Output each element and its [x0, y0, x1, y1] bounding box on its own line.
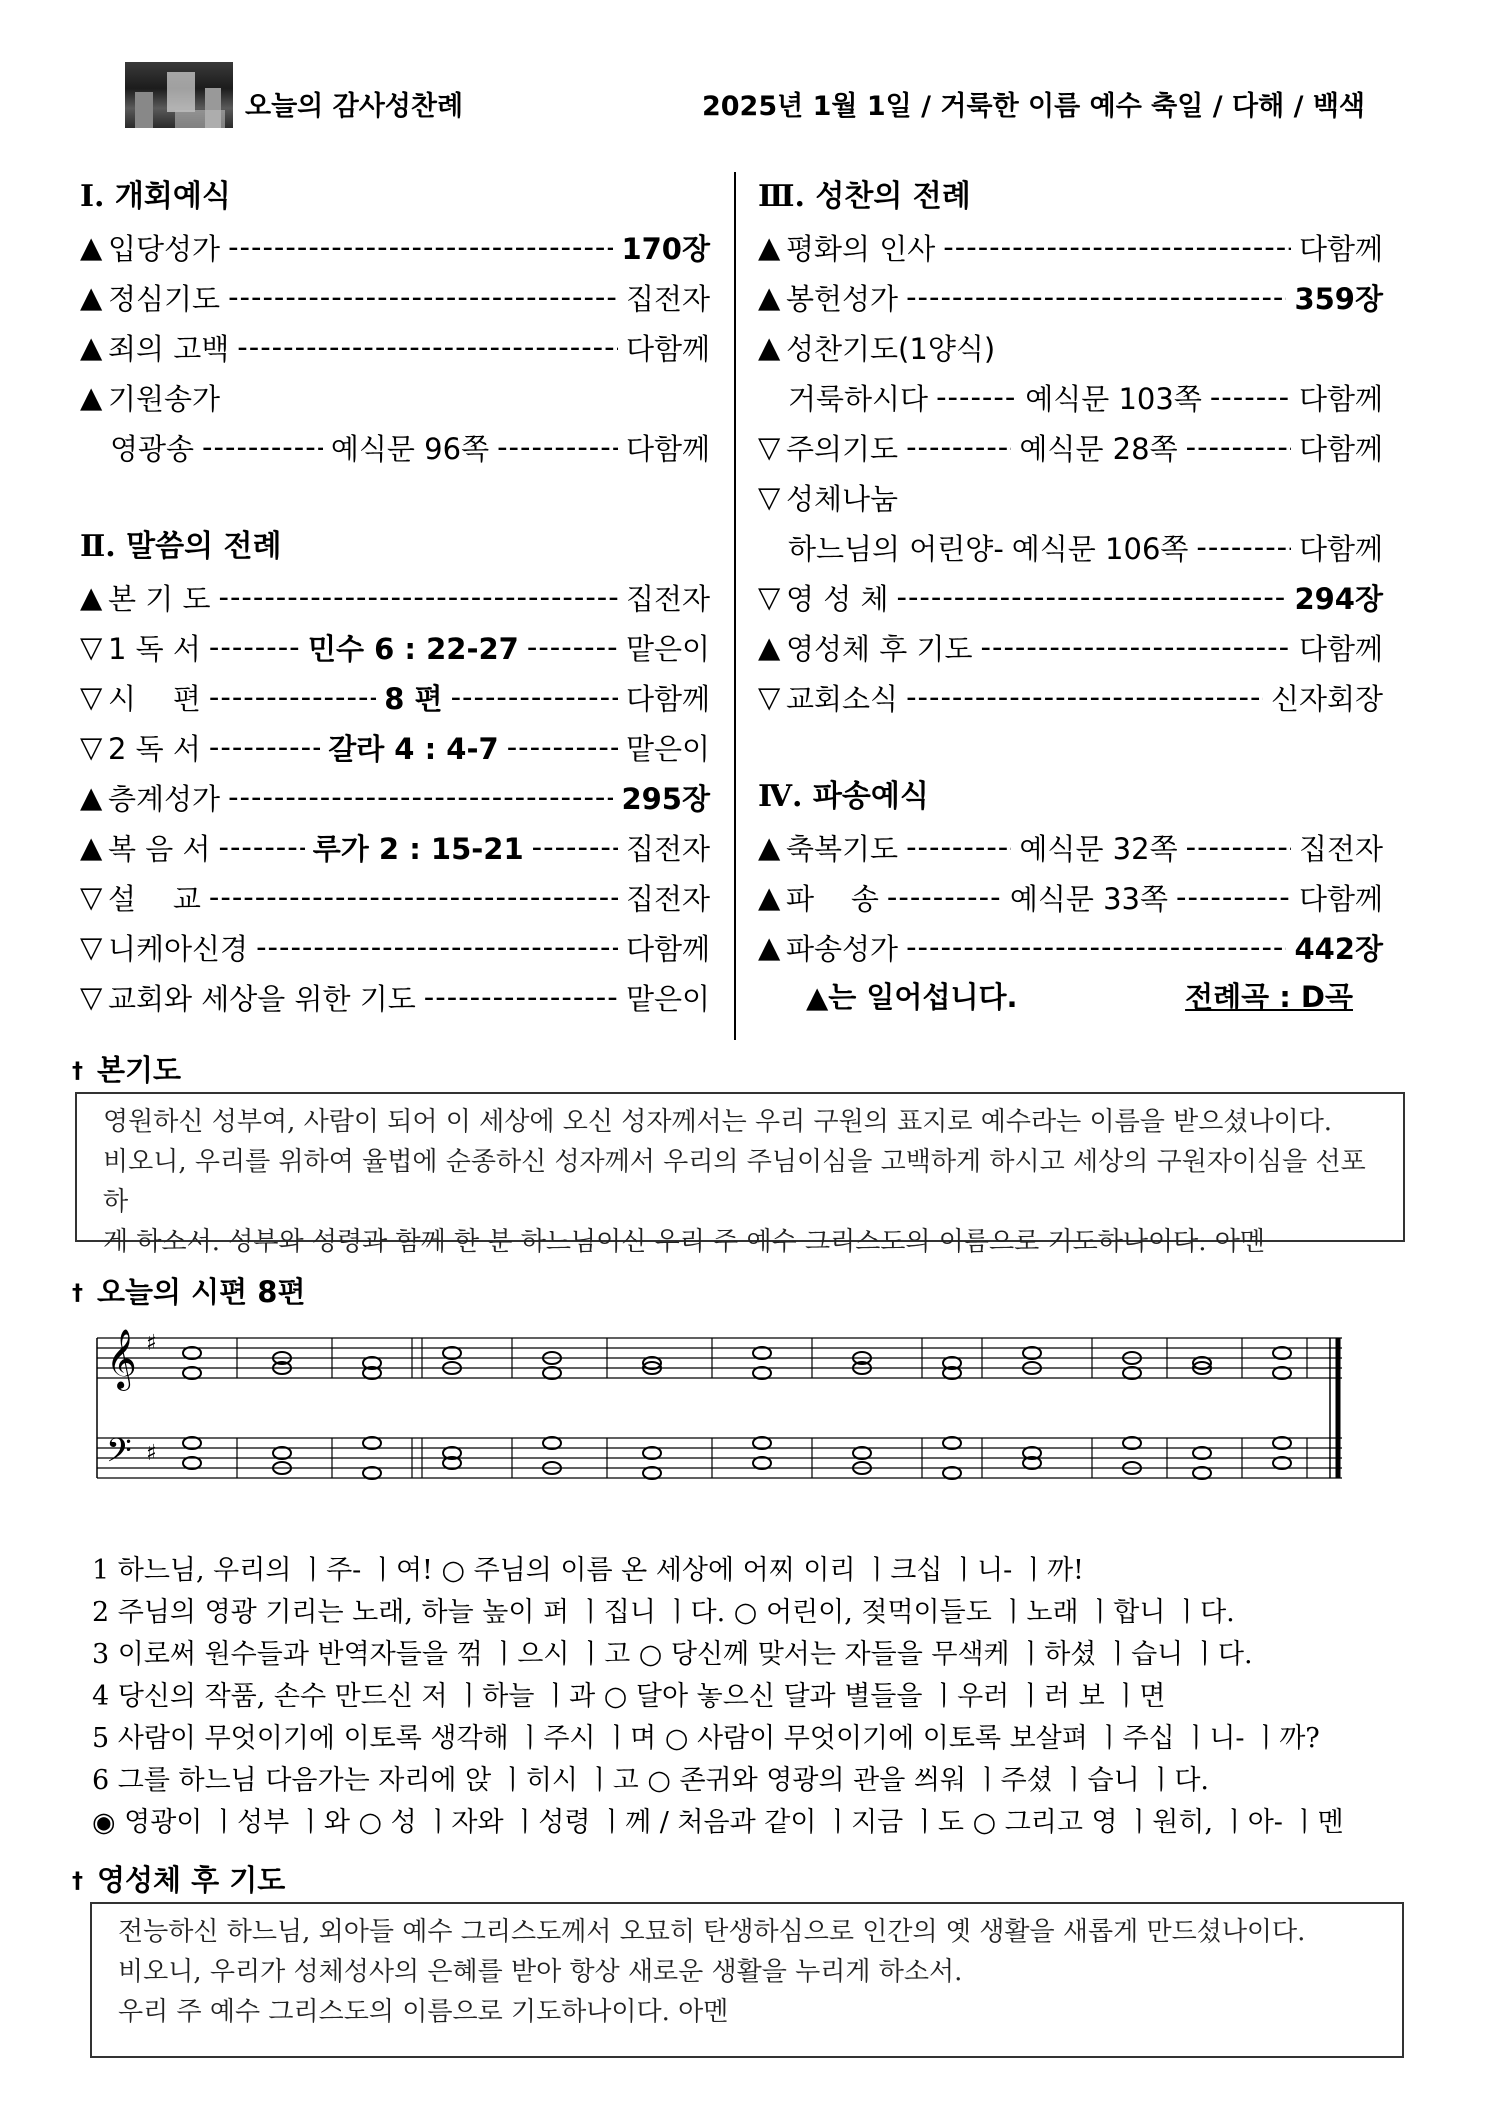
dot-leader	[451, 680, 618, 714]
service-item	[758, 922, 1383, 972]
collect-line: 비오니, 우리를 위하여 율법에 순종하신 성자께서 우리의 주님이심을 고백하게 하시고 세상의 구원자이심을 선포하	[103, 1147, 1366, 1217]
note-head	[1273, 1367, 1291, 1379]
item-label: 평화의 인사	[786, 231, 936, 266]
item-value: 맡은이	[625, 731, 710, 766]
posture-mark: ▲	[758, 230, 781, 264]
psalm-verse: 5 사람이 무엇이기에 이토록 생각해 ㅣ주시 ㅣ며 ○ 사람이 무엇이기에 이토록 보살펴 ㅣ주십 ㅣ니- ㅣ까?	[92, 1723, 1320, 1754]
dot-leader	[237, 330, 618, 364]
posture-mark: ▽	[758, 430, 781, 464]
item-label: 본 기 도	[108, 581, 211, 616]
collect-line: 게 하소서. 성부와 성령과 함께 한 분 하느님이신 우리 주 예수 그리스도의 이름으로 기도하나이다. 아멘	[103, 1227, 1265, 1257]
note-head	[1023, 1347, 1041, 1359]
posture-mark: ▲	[80, 230, 103, 264]
order-of-service-left	[80, 172, 710, 1022]
posture-mark: ▲	[758, 630, 781, 664]
dot-leader	[981, 630, 1291, 664]
item-value: 집전자	[1298, 831, 1384, 866]
note-head	[363, 1437, 381, 1449]
item-value: 다함께	[1298, 631, 1383, 666]
posture-mark: ▲	[80, 280, 103, 314]
note-head	[643, 1467, 661, 1479]
bass-clef: 𝄢	[106, 1432, 132, 1478]
item-label: 봉헌성가	[786, 281, 899, 316]
item-value: 다함께	[1298, 531, 1383, 566]
collect-heading: † 본기도	[72, 1053, 182, 1087]
note-head	[183, 1457, 201, 1469]
section-title: Ⅲ. 성찬의 전례	[758, 179, 971, 214]
dot-leader	[906, 830, 1011, 864]
item-label: 복 음 서	[108, 831, 211, 866]
item-reference: 갈라 4 : 4-7	[328, 731, 499, 766]
psalm-heading: † 오늘의 시편 8편	[72, 1275, 306, 1309]
posture-mark: ▲	[80, 830, 103, 864]
item-value: 신자회장	[1270, 681, 1383, 716]
section-title: Ⅰ. 개회예식	[80, 179, 231, 214]
dot-leader	[887, 880, 1002, 914]
item-value: 359장	[1294, 281, 1383, 316]
item-value: 다함께	[625, 331, 710, 366]
dot-leader	[1176, 880, 1291, 914]
item-value: 맡은이	[625, 631, 710, 666]
postcommunion-text-box	[90, 1902, 1404, 2058]
dot-leader	[1186, 830, 1291, 864]
posture-mark: ▲	[80, 780, 103, 814]
note-head	[643, 1447, 661, 1459]
service-item	[758, 422, 1383, 472]
altar-photo	[125, 62, 233, 128]
note-head	[1193, 1447, 1211, 1459]
dot-leader	[527, 630, 618, 664]
item-value: 294장	[1294, 581, 1383, 616]
posture-mark: ▲	[80, 330, 103, 364]
posture-mark: ▲	[758, 330, 781, 364]
dot-leader	[209, 730, 320, 764]
item-label: 영광송	[110, 431, 195, 466]
service-date-line: 2025년 1월 1일 / 거룩한 이름 예수 축일 / 다해 / 백색	[701, 91, 1365, 122]
note-head	[543, 1367, 561, 1379]
item-label: 영성체 후 기도	[786, 631, 973, 666]
item-label: 거룩하시다	[788, 381, 929, 416]
posture-mark: ▲	[758, 930, 781, 964]
section-gap	[758, 722, 1383, 772]
item-label: 기원송가	[108, 381, 221, 416]
dot-leader	[906, 680, 1263, 714]
item-label: 죄의 고백	[108, 331, 230, 366]
note-head	[443, 1347, 461, 1359]
posture-mark: ▽	[80, 880, 103, 914]
note-head	[183, 1437, 201, 1449]
dot-leader	[507, 730, 618, 764]
postcommunion-line: 비오니, 우리가 성체성사의 은혜를 받아 항상 새로운 생활을 누리게 하소서.	[118, 1957, 963, 1987]
page-title: 오늘의 감사성찬례	[245, 91, 464, 122]
posture-mark: ▽	[80, 630, 103, 664]
item-label: 시 편	[108, 681, 201, 716]
service-item	[80, 822, 710, 872]
dot-leader	[228, 280, 618, 314]
note-head	[943, 1437, 961, 1449]
dot-leader	[209, 630, 300, 664]
note-head	[1193, 1467, 1211, 1479]
psalm-verse: 2 주님의 영광 기리는 노래, 하늘 높이 퍼 ㅣ집니 ㅣ다. ○ 어린이, 젖먹이들도 ㅣ노래 ㅣ합니 ㅣ다.	[92, 1597, 1235, 1628]
posture-mark: ▲	[758, 830, 781, 864]
dot-leader	[256, 930, 618, 964]
psalm-verse: 3 이로써 원수들과 반역자들을 꺾 ㅣ으시 ㅣ고 ○ 당신께 맞서는 자들을 무색케 ㅣ하셨 ㅣ습니 ㅣ다.	[92, 1639, 1253, 1670]
dot-leader	[896, 580, 1286, 614]
dot-leader	[1186, 430, 1291, 464]
note-head	[183, 1367, 201, 1379]
psalm-verse: 4 당신의 작품, 손수 만드신 저 ㅣ하늘 ㅣ과 ○ 달아 놓으신 달과 별들을 ㅣ우러 ㅣ러 보 ㅣ면	[92, 1681, 1166, 1712]
posture-mark: ▽	[80, 930, 103, 964]
note-head	[1273, 1347, 1291, 1359]
dot-leader	[218, 580, 617, 614]
note-head	[273, 1447, 291, 1459]
dot-leader	[532, 830, 618, 864]
section-title: Ⅳ. 파송예식	[758, 779, 929, 814]
note-head	[363, 1467, 381, 1479]
dot-leader	[218, 830, 304, 864]
psalm-verse: 6 그를 하느님 다음가는 자리에 앉 ㅣ히시 ㅣ고 ○ 존귀와 영광의 관을 씌워 ㅣ주셨 ㅣ습니 ㅣ다.	[92, 1765, 1210, 1796]
posture-mark: ▲	[80, 580, 103, 614]
dot-leader	[906, 430, 1011, 464]
note-head	[183, 1347, 201, 1359]
service-item	[80, 622, 710, 672]
service-item	[758, 472, 1383, 522]
item-label: 1 독 서	[108, 631, 201, 666]
posture-mark: ▲	[758, 880, 781, 914]
item-value: 170장	[621, 231, 710, 266]
service-item	[758, 522, 1383, 572]
section-gap	[80, 472, 710, 522]
service-item	[80, 872, 710, 922]
item-label: 성찬기도(1양식)	[786, 331, 996, 366]
note-head	[753, 1437, 771, 1449]
service-item	[80, 922, 710, 972]
page-header	[125, 60, 1375, 130]
item-reference: 민수 6 : 22-27	[308, 631, 519, 666]
liturgy-setting: 전례곡 : D곡	[1185, 980, 1353, 1014]
posture-mark: ▽	[80, 730, 103, 764]
dot-leader	[424, 980, 618, 1014]
dot-leader	[906, 930, 1286, 964]
item-value: 다함께	[1298, 231, 1383, 266]
dot-leader	[209, 680, 376, 714]
item-label: 성체나눔	[786, 481, 899, 516]
dot-leader	[209, 880, 618, 914]
note-head	[853, 1447, 871, 1459]
sharp-sign: ♯	[146, 1331, 157, 1356]
psalm-verse: 1 하느님, 우리의 ㅣ주- ㅣ여! ○ 주님의 이름 온 세상에 어찌 이리 ㅣ크십 ㅣ니- ㅣ까!	[92, 1555, 1084, 1586]
treble-clef: 𝄞	[106, 1329, 137, 1389]
note-head	[943, 1467, 961, 1479]
note-head	[753, 1367, 771, 1379]
section-title: Ⅱ. 말씀의 전례	[80, 529, 282, 564]
service-item	[80, 672, 710, 722]
dot-leader	[497, 430, 618, 464]
item-reference: 예식문 103쪽	[1025, 381, 1202, 416]
item-label: 주의기도	[786, 431, 899, 466]
dot-leader	[906, 280, 1286, 314]
item-value: 집전자	[625, 831, 710, 866]
service-item	[758, 222, 1383, 272]
service-item	[758, 672, 1383, 722]
posture-mark: ▽	[758, 480, 781, 514]
item-reference: 예식문 33쪽	[1009, 881, 1169, 916]
item-label: 영 성 체	[786, 581, 889, 616]
service-item	[758, 872, 1383, 922]
stand-note: ▲는 일어섭니다.	[806, 980, 1018, 1014]
psalm-verses	[92, 1550, 1392, 1844]
posture-mark: ▽	[758, 680, 781, 714]
service-item	[758, 322, 1383, 372]
service-item	[80, 272, 710, 322]
item-label: 설 교	[108, 881, 201, 916]
item-reference: 예식문 32쪽	[1019, 831, 1178, 866]
item-reference: 예식문 28쪽	[1019, 431, 1178, 466]
dot-leader	[202, 430, 323, 464]
item-value: 다함께	[625, 931, 710, 966]
note-head	[1123, 1367, 1141, 1379]
service-item	[758, 572, 1383, 622]
item-value: 295장	[621, 781, 710, 816]
posture-mark: ▲	[758, 280, 781, 314]
item-label: 정심기도	[108, 281, 221, 316]
note-head	[1273, 1437, 1291, 1449]
item-value: 맡은이	[625, 981, 710, 1016]
psalm-chant-score	[92, 1318, 1352, 1518]
postcommunion-heading: † 영성체 후 기도	[72, 1863, 286, 1897]
item-label: 축복기도	[786, 831, 899, 866]
postcommunion-line: 전능하신 하느님, 외아들 예수 그리스도께서 오묘히 탄생하심으로 인간의 옛 생활을 새롭게 만드셨나이다.	[118, 1917, 1306, 1947]
service-item	[80, 972, 710, 1022]
service-item	[80, 722, 710, 772]
posture-mark: ▽	[80, 680, 103, 714]
item-value: 집전자	[625, 881, 710, 916]
item-reference: 예식문 96쪽	[330, 431, 490, 466]
item-label: 니케아신경	[108, 931, 249, 966]
service-item	[758, 822, 1383, 872]
item-value: 442장	[1294, 931, 1383, 966]
item-label: 입당성가	[108, 231, 221, 266]
note-head	[1123, 1437, 1141, 1449]
item-value: 다함께	[625, 681, 710, 716]
dot-leader	[943, 230, 1291, 264]
note-head	[753, 1457, 771, 1469]
postcommunion-line: 우리 주 예수 그리스도의 이름으로 기도하나이다. 아멘	[118, 1997, 729, 2027]
note-head	[1273, 1457, 1291, 1469]
note-head	[753, 1347, 771, 1359]
stand-note-row	[758, 972, 1383, 1022]
collect-line: 영원하신 성부여, 사람이 되어 이 세상에 오신 성자께서는 우리 구원의 표지로 예수라는 이름을 받으셨나이다.	[103, 1107, 1333, 1137]
collect-text-box	[75, 1092, 1405, 1257]
item-label: 층계성가	[108, 781, 221, 816]
item-reference: 8 편	[384, 681, 443, 716]
posture-mark: ▲	[80, 380, 103, 414]
item-value: 집전자	[625, 281, 710, 316]
item-reference: 루가 2 : 15-21	[312, 831, 524, 866]
column-divider	[734, 172, 736, 1040]
service-item	[80, 322, 710, 372]
service-item	[80, 222, 710, 272]
service-item	[80, 372, 710, 422]
item-label: 교회소식	[786, 681, 899, 716]
item-value: 다함께	[1298, 431, 1384, 466]
note-head	[543, 1437, 561, 1449]
item-label: 2 독 서	[108, 731, 201, 766]
service-item	[80, 572, 710, 622]
service-item	[758, 272, 1383, 322]
sharp-sign: ♯	[146, 1441, 157, 1466]
item-value: 집전자	[625, 581, 710, 616]
service-item	[80, 422, 710, 472]
item-label: 파송성가	[786, 931, 899, 966]
gloria-verse: ◉ 영광이 ㅣ성부 ㅣ와 ○ 성 ㅣ자와 ㅣ성령 ㅣ께 / 처음과 같이 ㅣ지금 ㅣ도 ○ 그리고 영 ㅣ원히, ㅣ아- ㅣ멘	[92, 1807, 1344, 1838]
dot-leader	[228, 780, 613, 814]
dot-leader	[1210, 380, 1291, 414]
item-label: 파 송	[786, 881, 879, 916]
item-value: 다함께	[1298, 881, 1384, 916]
service-item	[758, 622, 1383, 672]
order-of-service-right	[758, 172, 1383, 1022]
item-label: 하느님의 어린양-	[788, 531, 1004, 566]
dot-leader	[1196, 530, 1291, 564]
dot-leader	[936, 380, 1017, 414]
dot-leader	[228, 230, 613, 264]
item-reference: 예식문 106쪽	[1011, 531, 1189, 566]
item-label: 교회와 세상을 위한 기도	[108, 981, 416, 1016]
item-value: 다함께	[1298, 381, 1384, 416]
service-item	[80, 772, 710, 822]
service-item	[758, 372, 1383, 422]
posture-mark: ▽	[80, 980, 103, 1014]
item-value: 다함께	[625, 431, 710, 466]
posture-mark: ▽	[758, 580, 781, 614]
